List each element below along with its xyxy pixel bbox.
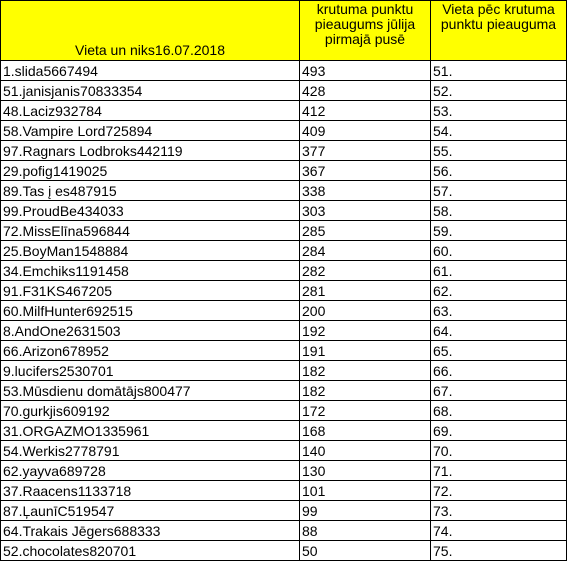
- cell-points-growth[interactable]: 284: [300, 241, 431, 261]
- table-row: [1, 181, 567, 201]
- table-row: [1, 201, 567, 221]
- cell-place-nick[interactable]: 25.BoyMan1548884: [1, 241, 300, 261]
- cell-new-place[interactable]: 64.: [431, 321, 567, 341]
- cell-new-place[interactable]: 62.: [431, 281, 567, 301]
- cell-new-place[interactable]: 59.: [431, 221, 567, 241]
- table-row: [1, 341, 567, 361]
- cell-place-nick[interactable]: 52.chocolates820701: [1, 541, 300, 561]
- table-row: [1, 401, 567, 421]
- cell-place-nick[interactable]: 97.Ragnars Lodbroks442119: [1, 141, 300, 161]
- cell-place-nick[interactable]: 34.Emchiks1191458: [1, 261, 300, 281]
- cell-points-growth[interactable]: 281: [300, 281, 431, 301]
- header-place-by-growth[interactable]: Vieta pēc krutuma punktu pieauguma: [431, 1, 567, 61]
- cell-new-place[interactable]: 74.: [431, 521, 567, 541]
- cell-points-growth[interactable]: 88: [300, 521, 431, 541]
- table-row: [1, 361, 567, 381]
- cell-new-place[interactable]: 56.: [431, 161, 567, 181]
- cell-points-growth[interactable]: 282: [300, 261, 431, 281]
- cell-place-nick[interactable]: 91.F31KS467205: [1, 281, 300, 301]
- cell-points-growth[interactable]: 99: [300, 501, 431, 521]
- table-row: [1, 301, 567, 321]
- table-row: [1, 261, 567, 281]
- header-points-growth[interactable]: krutuma punktu pieaugums jūlija pirmajā pusē: [300, 1, 431, 61]
- cell-new-place[interactable]: 61.: [431, 261, 567, 281]
- cell-points-growth[interactable]: 377: [300, 141, 431, 161]
- cell-points-growth[interactable]: 50: [300, 541, 431, 561]
- table-row: [1, 221, 567, 241]
- cell-place-nick[interactable]: 8.AndOne2631503: [1, 321, 300, 341]
- cell-new-place[interactable]: 72.: [431, 481, 567, 501]
- cell-place-nick[interactable]: 89.Tas į es487915: [1, 181, 300, 201]
- header-place-and-nick[interactable]: Vieta un niks16.07.2018: [1, 1, 300, 61]
- cell-points-growth[interactable]: 172: [300, 401, 431, 421]
- cell-place-nick[interactable]: 37.Raacens1133718: [1, 481, 300, 501]
- cell-points-growth[interactable]: 338: [300, 181, 431, 201]
- cell-points-growth[interactable]: 191: [300, 341, 431, 361]
- table-row: [1, 381, 567, 401]
- table-row: [1, 281, 567, 301]
- cell-place-nick[interactable]: 60.MilfHunter692515: [1, 301, 300, 321]
- cell-points-growth[interactable]: 367: [300, 161, 431, 181]
- table-row: [1, 461, 567, 481]
- cell-place-nick[interactable]: 48.Laciz932784: [1, 101, 300, 121]
- cell-new-place[interactable]: 58.: [431, 201, 567, 221]
- cell-points-growth[interactable]: 182: [300, 381, 431, 401]
- cell-points-growth[interactable]: 192: [300, 321, 431, 341]
- cell-points-growth[interactable]: 303: [300, 201, 431, 221]
- cell-new-place[interactable]: 66.: [431, 361, 567, 381]
- cell-place-nick[interactable]: 64.Trakais Jēgers688333: [1, 521, 300, 541]
- cell-place-nick[interactable]: 87.ĻaunīC519547: [1, 501, 300, 521]
- cell-new-place[interactable]: 73.: [431, 501, 567, 521]
- cell-points-growth[interactable]: 182: [300, 361, 431, 381]
- cell-points-growth[interactable]: 168: [300, 421, 431, 441]
- cell-new-place[interactable]: 75.: [431, 541, 567, 561]
- cell-new-place[interactable]: 51.: [431, 61, 567, 81]
- cell-place-nick[interactable]: 99.ProudBe434033: [1, 201, 300, 221]
- cell-new-place[interactable]: 57.: [431, 181, 567, 201]
- table-row: [1, 421, 567, 441]
- cell-place-nick[interactable]: 31.ORGAZMO1335961: [1, 421, 300, 441]
- cell-points-growth[interactable]: 409: [300, 121, 431, 141]
- table-row: [1, 81, 567, 101]
- cell-points-growth[interactable]: 412: [300, 101, 431, 121]
- table-row: [1, 521, 567, 541]
- cell-points-growth[interactable]: 130: [300, 461, 431, 481]
- cell-new-place[interactable]: 63.: [431, 301, 567, 321]
- table-row: [1, 441, 567, 461]
- cell-place-nick[interactable]: 54.Werkis2778791: [1, 441, 300, 461]
- table-row: [1, 121, 567, 141]
- table-row: [1, 161, 567, 181]
- cell-points-growth[interactable]: 200: [300, 301, 431, 321]
- cell-new-place[interactable]: 60.: [431, 241, 567, 261]
- cell-new-place[interactable]: 65.: [431, 341, 567, 361]
- cell-place-nick[interactable]: 72.MissElīna596844: [1, 221, 300, 241]
- cell-points-growth[interactable]: 101: [300, 481, 431, 501]
- cell-place-nick[interactable]: 66.Arizon678952: [1, 341, 300, 361]
- cell-place-nick[interactable]: 9.lucifers2530701: [1, 361, 300, 381]
- cell-new-place[interactable]: 55.: [431, 141, 567, 161]
- cell-place-nick[interactable]: 51.janisjanis70833354: [1, 81, 300, 101]
- cell-new-place[interactable]: 69.: [431, 421, 567, 441]
- cell-new-place[interactable]: 54.: [431, 121, 567, 141]
- table-row: [1, 141, 567, 161]
- table-row: [1, 501, 567, 521]
- cell-place-nick[interactable]: 29.pofig1419025: [1, 161, 300, 181]
- cell-new-place[interactable]: 71.: [431, 461, 567, 481]
- cell-new-place[interactable]: 52.: [431, 81, 567, 101]
- cell-place-nick[interactable]: 70.gurkjis609192: [1, 401, 300, 421]
- cell-new-place[interactable]: 53.: [431, 101, 567, 121]
- cell-new-place[interactable]: 67.: [431, 381, 567, 401]
- table-body: [1, 61, 567, 561]
- table-row: [1, 101, 567, 121]
- table-row: [1, 321, 567, 341]
- cell-points-growth[interactable]: 140: [300, 441, 431, 461]
- cell-new-place[interactable]: 70.: [431, 441, 567, 461]
- cell-place-nick[interactable]: 53.Mūsdienu domātājs800477: [1, 381, 300, 401]
- table-row: [1, 541, 567, 561]
- cell-place-nick[interactable]: 1.slida5667494: [1, 61, 300, 81]
- cell-new-place[interactable]: 68.: [431, 401, 567, 421]
- cell-points-growth[interactable]: 285: [300, 221, 431, 241]
- table-row: [1, 61, 567, 81]
- table-row: [1, 241, 567, 261]
- cell-points-growth[interactable]: 493: [300, 61, 431, 81]
- cell-place-nick[interactable]: 62.yayva689728: [1, 461, 300, 481]
- cell-points-growth[interactable]: 428: [300, 81, 431, 101]
- header-row: [1, 1, 567, 61]
- table-row: [1, 481, 567, 501]
- cell-place-nick[interactable]: 58.Vampire Lord725894: [1, 121, 300, 141]
